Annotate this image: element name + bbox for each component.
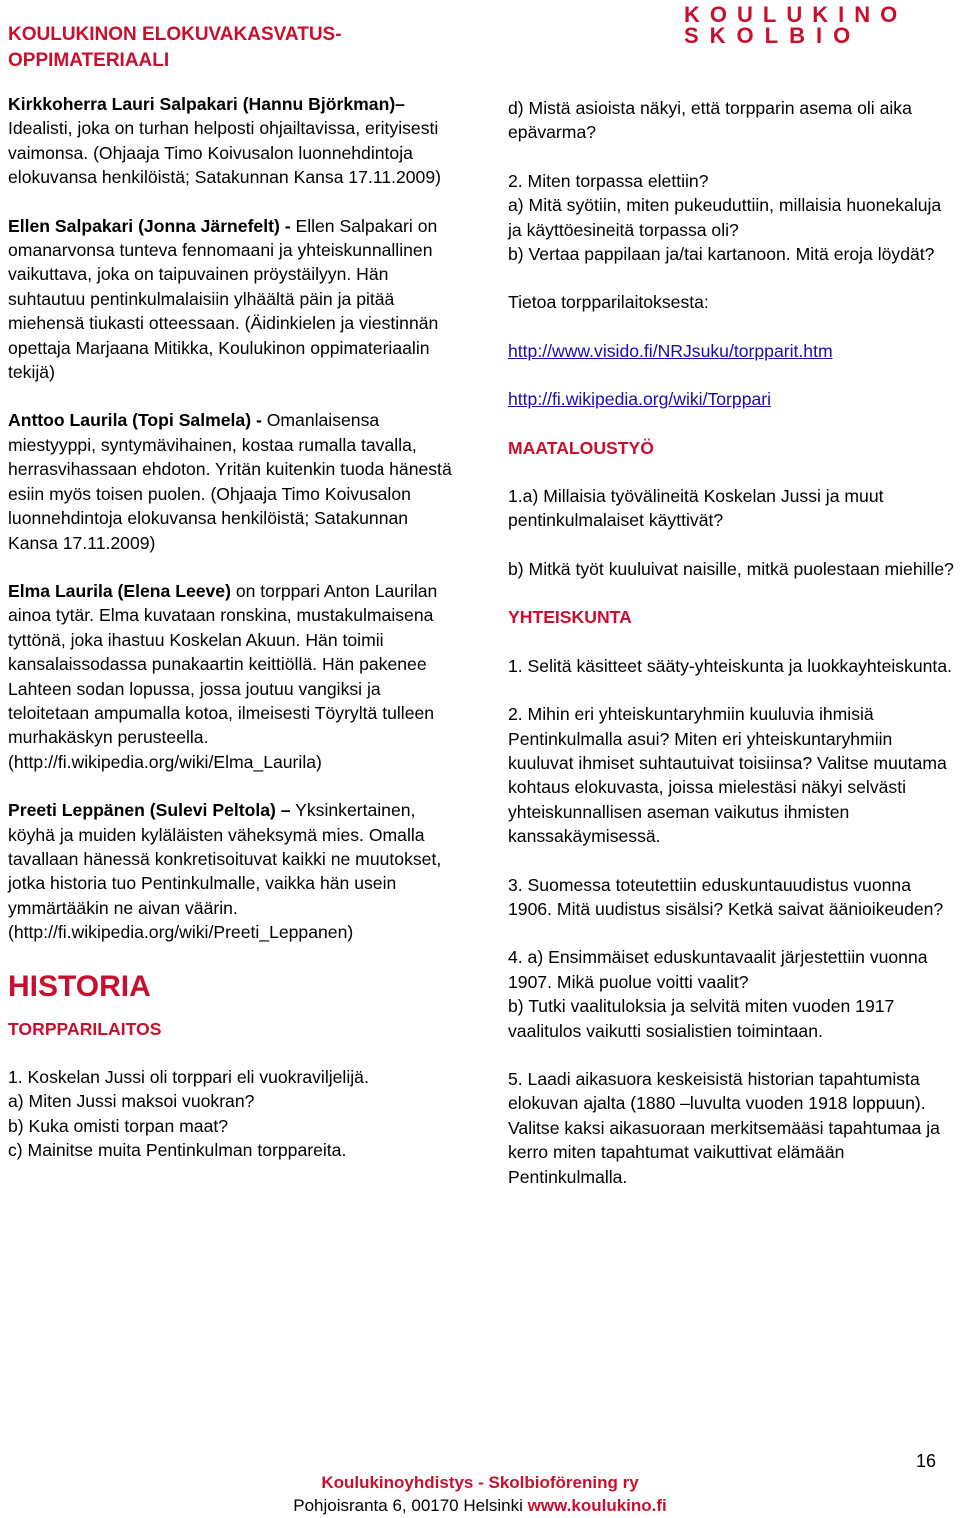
logo-line2: SKOLBIO <box>684 23 862 48</box>
section-heading-historia: HISTORIA <box>8 969 151 1003</box>
question-y2: 2. Mihin eri yhteiskuntaryhmiin kuuluvia ihmisiä Pentinkulmalla asui? Miten eri yhteiskuntaryhmiin kuuluvat ihmiset suhtautuivat toisiinsa? Valitse muutama kohtaus elokuvasta, joissa mielestäsi näkyi selvästi yhteiskunnallisen aseman vaikutus ihmisten kanssakäymisessä. <box>508 704 947 847</box>
link-wikipedia-torppari[interactable]: http://fi.wikipedia.org/wiki/Torppari <box>508 389 772 410</box>
character-salpakari-ellen: Ellen Salpakari (Jonna Järnefelt) - Ellen Salpakari on omanarvonsa tunteva fennomaani ja yhteiskunnallinen vaikuttava, joka on taipuvainen pröystäilyyn. Hän suhtautuu pentinkulmalaisiin ylhäältä päin ja pitää miehensä tiukasti otteessaan. (Äidinkielen ja viestinnän opettaja Marjaana Mitikka, Koulukinon oppimateriaalin tekijä) <box>8 215 439 383</box>
character-salpakari-lauri: Kirkkoherra Lauri Salpakari (Hannu Björkman)– Idealisti, joka on turhan helposti ohjailtavissa, erityisesti vaimonsa. (Ohjaaja Timo Koivusalon luonnehdintoja elokuvansa henkilöistä; Satakunnan Kansa 17.11.2009) <box>8 94 441 188</box>
footer-organization: Koulukinoyhdistys - Skolbioförening ry <box>321 1473 639 1492</box>
question-1c: c) Mainitse muita Pentinkulman torppareita. <box>8 1140 347 1161</box>
question-2b: b) Vertaa pappilaan ja/tai kartanoon. Mitä eroja löydät? <box>508 244 935 265</box>
question-1d: d) Mistä asioista näkyi, että torpparin asema oli aika epävarma? <box>508 98 912 143</box>
left-column <box>8 92 458 1163</box>
document-title-line2: OPPIMATERIAALI <box>8 50 170 71</box>
logo-line1: KOULUKINO <box>684 2 908 27</box>
question-y4b: b) Tutki vaalituloksia ja selvitä miten vuoden 1917 vaalitulos vaikutti sosialistien toimintaan. <box>508 996 895 1041</box>
question-1b: b) Kuka omisti torpan maat? <box>8 1115 229 1136</box>
right-column <box>508 96 958 1189</box>
question-y1: 1. Selitä käsitteet sääty-yhteiskunta ja luokkayhteiskunta. <box>508 655 952 676</box>
question-y5: 5. Laadi aikasuora keskeisistä historian tapahtumista elokuvan ajalta (1880 –luvulta vuoden 1918 loppuun). Valitse kaksi aikasuoraan merkitsemääsi tapahtumaa ja kerro miten tapahtumat vaikuttivat elämään Pentinkulmalla. <box>508 1068 940 1187</box>
question-2a: a) Mitä syötiin, miten pukeuduttiin, millaisia huonekaluja ja käyttöesineitä torpassa oli? <box>508 195 942 240</box>
footer-address: Pohjoisranta 6, 00170 Helsinki <box>293 1496 528 1515</box>
question-m1a: 1.a) Millaisia työvälineitä Koskelan Jussi ja muut pentinkulmalaiset käyttivät? <box>508 486 884 531</box>
question-2: 2. Miten torpassa elettiin? <box>508 170 709 191</box>
link-visido[interactable]: http://www.visido.fi/NRJsuku/torpparit.htm <box>508 340 833 361</box>
document-title-line1: KOULUKINON ELOKUVAKASVATUS- <box>8 24 342 45</box>
footer-contact <box>0 1496 960 1516</box>
footer-website[interactable]: www.koulukino.fi <box>527 1496 667 1515</box>
question-1a: a) Miten Jussi maksoi vuokran? <box>8 1091 255 1112</box>
subheading-yhteiskunta: YHTEISKUNTA <box>508 607 632 628</box>
character-laurila-elma: Elma Laurila (Elena Leeve) on torppari Anton Laurilan ainoa tytär. Elma kuvataan ronskina, mustakulmaisena tyttönä, joka ihastuu Koskelan Akuun. Hän toimii kansalaissodassa punakaartin keittiöllä. Hän pakenee Lahteen sodan lopussa, jossa joutuu vangiksi ja teloitetaan ampumalla kotoa, ilmeisesti Töyryltä tulleen murhakäskyn perusteella. (http://fi.wikipedia.org/wiki/Elma_Laurila) <box>8 580 438 772</box>
question-m1b: b) Mitkä työt kuuluivat naisille, mitkä puolestaan miehille? <box>508 558 954 579</box>
character-leppanen-preeti: Preeti Leppänen (Sulevi Peltola) – Yksinkertainen, köyhä ja muiden kyläläisten väheksymä mies. Omalla tavallaan hänessä konkretisoituvat kaikki ne muutokset, jotka historia tuo Pentinkulmalle, vaikka hän usein ymmärtääkin ne aivan väärin. (http://fi.wikipedia.org/wiki/Preeti_Leppanen) <box>8 800 442 943</box>
document-title <box>8 22 342 74</box>
question-1: 1. Koskelan Jussi oli torppari eli vuokraviljelijä. <box>8 1067 369 1087</box>
question-y4a: 4. a) Ensimmäiset eduskuntavaalit järjestettiin vuonna 1907. Mikä puolue voitti vaalit? <box>508 947 928 992</box>
page-number: 16 <box>916 1451 937 1471</box>
subheading-torpparilaitos: TORPPARILAITOS <box>8 1018 162 1039</box>
subheading-maataloustyo: MAATALOUSTYÖ <box>508 437 654 458</box>
character-laurila-anttoo: Anttoo Laurila (Topi Salmela) - Omanlaisensa miestyyppi, syntymävihainen, kostaa rumalla tavalla, herrasvihassaan ehdoton. Yritän kuitenkin tuoda hänestä esiin myös toisen puolen. (Ohjaaja Timo Koivusalon luonnehdintoja elokuvansa henkilöistä; Satakunnan Kansa 17.11.2009) <box>8 410 452 553</box>
koulukino-logo <box>684 4 907 46</box>
info-label: Tietoa torpparilaitoksesta: <box>508 292 709 313</box>
question-y3: 3. Suomessa toteutettiin eduskuntauudistus vuonna 1906. Mitä uudistus sisälsi? Ketkä saivat äänioikeuden? <box>508 874 944 919</box>
